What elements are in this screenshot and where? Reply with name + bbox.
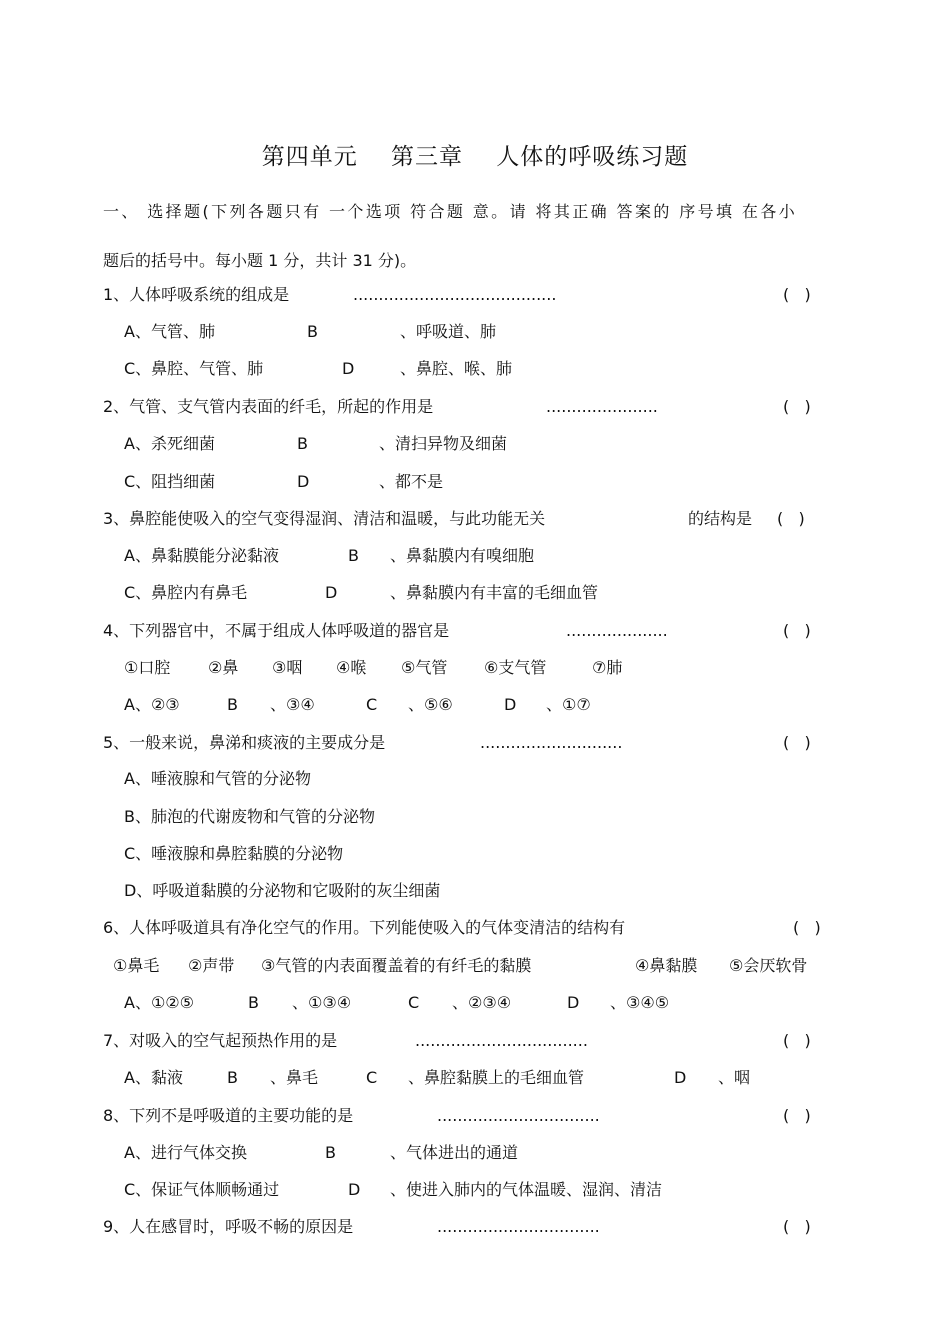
question-3 bbox=[103, 509, 823, 529]
option-a: A、气管、肺 bbox=[124, 322, 215, 341]
option-b-text: 、鼻毛 bbox=[270, 1068, 319, 1087]
item: ⑤气管 bbox=[401, 658, 448, 677]
option-b-letter: B bbox=[227, 695, 238, 714]
option-d-text: 、鼻黏膜内有丰富的毛细血管 bbox=[390, 583, 599, 602]
option-d-letter: D bbox=[674, 1068, 687, 1087]
option-d-text: 、鼻腔、喉、肺 bbox=[400, 359, 513, 378]
page-title: 第四单元 第三章 人体的呼吸练习题 bbox=[261, 144, 689, 170]
question-5 bbox=[103, 733, 823, 753]
question-5-option-a: A、唾液腺和气管的分泌物 bbox=[124, 769, 311, 788]
option-d-letter: D bbox=[297, 472, 310, 491]
question-text-continued: 的结构是 bbox=[688, 509, 753, 528]
answer-bracket: ( ) bbox=[783, 1106, 811, 1125]
question-7 bbox=[103, 1031, 823, 1051]
question-text: 2、气管、支气管内表面的纤毛，所起的作用是 bbox=[103, 397, 434, 416]
question-2 bbox=[103, 397, 823, 417]
item: ②声带 bbox=[188, 956, 235, 975]
option-d-text: 、使进入肺内的气体温暖、湿润、清洁 bbox=[390, 1180, 663, 1199]
answer-bracket: ( ) bbox=[783, 621, 811, 640]
question-dots: ................................ bbox=[437, 1217, 600, 1236]
question-text: 8、下列不是呼吸道的主要功能的是 bbox=[103, 1106, 354, 1125]
option-a: A、②③ bbox=[124, 695, 180, 714]
question-6 bbox=[103, 918, 833, 938]
option-d-text: 、①⑦ bbox=[546, 695, 591, 714]
item: ⑥支气管 bbox=[484, 658, 547, 677]
option-d-letter: D bbox=[325, 583, 338, 602]
item: ⑤会厌软骨 bbox=[729, 956, 808, 975]
option-d-letter: D bbox=[567, 993, 580, 1012]
item: ⑦肺 bbox=[592, 658, 623, 677]
question-5-option-d: D、呼吸道黏膜的分泌物和它吸附的灰尘细菌 bbox=[124, 881, 441, 900]
option-d-letter: D bbox=[504, 695, 517, 714]
question-text: 1、人体呼吸系统的组成是 bbox=[103, 285, 290, 304]
option-d-text: 、③④⑤ bbox=[610, 993, 670, 1012]
item: ③气管的内表面覆盖着的有纤毛的黏膜 bbox=[261, 956, 532, 975]
item: ④喉 bbox=[336, 658, 367, 677]
option-b-letter: B bbox=[325, 1143, 336, 1162]
option-a: A、进行气体交换 bbox=[124, 1143, 247, 1162]
question-text: 5、一般来说，鼻涕和痰液的主要成分是 bbox=[103, 733, 386, 752]
question-text: 7、对吸入的空气起预热作用的是 bbox=[103, 1031, 338, 1050]
option-b-text: 、气体进出的通道 bbox=[390, 1143, 519, 1162]
option-d-text: 、都不是 bbox=[379, 472, 444, 491]
question-text: 6、人体呼吸道具有净化空气的作用。下列能使吸入的气体变清洁的结构有 bbox=[103, 918, 626, 937]
answer-bracket: ( ) bbox=[783, 285, 811, 304]
option-b-letter: B bbox=[248, 993, 259, 1012]
option-b-letter: B bbox=[307, 322, 318, 341]
question-8 bbox=[103, 1106, 823, 1126]
option-d-text: 、咽 bbox=[718, 1068, 751, 1087]
instructions-line-1: 一、 选择题(下列各题只有 一个选项 符合题 意。请 将其正确 答案的 序号填 在各小 bbox=[103, 202, 798, 221]
option-c: C、阻挡细菌 bbox=[124, 472, 216, 491]
option-d-letter: D bbox=[348, 1180, 361, 1199]
question-dots: .................... bbox=[566, 621, 668, 640]
answer-bracket: ( ) bbox=[783, 1031, 811, 1050]
option-b-text: 、①③④ bbox=[292, 993, 352, 1012]
option-c: C、鼻腔内有鼻毛 bbox=[124, 583, 248, 602]
option-c-text: 、鼻腔黏膜上的毛细血管 bbox=[408, 1068, 585, 1087]
option-b-letter: B bbox=[227, 1068, 238, 1087]
option-a: A、杀死细菌 bbox=[124, 434, 215, 453]
option-a: A、黏液 bbox=[124, 1068, 183, 1087]
question-dots: .................................. bbox=[415, 1031, 588, 1050]
question-text: 4、下列器官中，不属于组成人体呼吸道的器官是 bbox=[103, 621, 450, 640]
item: ①口腔 bbox=[124, 658, 171, 677]
option-b-text: 、呼吸道、肺 bbox=[400, 322, 497, 341]
question-dots: ...................... bbox=[546, 397, 658, 416]
question-dots: ................................ bbox=[437, 1106, 600, 1125]
option-b-text: 、鼻黏膜内有嗅细胞 bbox=[390, 546, 535, 565]
answer-bracket: ( ) bbox=[777, 509, 805, 528]
option-b-letter: B bbox=[348, 546, 359, 565]
option-c-text: 、②③④ bbox=[452, 993, 512, 1012]
option-a: A、鼻黏膜能分泌黏液 bbox=[124, 546, 279, 565]
answer-bracket: ( ) bbox=[793, 918, 821, 937]
option-c-text: 、⑤⑥ bbox=[408, 695, 453, 714]
item: ④鼻黏膜 bbox=[635, 956, 698, 975]
item: ②鼻 bbox=[208, 658, 239, 677]
option-b-text: 、③④ bbox=[270, 695, 315, 714]
option-c-letter: C bbox=[366, 695, 378, 714]
question-4 bbox=[103, 621, 823, 641]
question-5-option-b: B、肺泡的代谢废物和气管的分泌物 bbox=[124, 807, 375, 826]
question-dots: ............................ bbox=[480, 733, 623, 752]
option-d-letter: D bbox=[342, 359, 355, 378]
option-b-text: 、清扫异物及细菌 bbox=[379, 434, 508, 453]
option-c: C、保证气体顺畅通过 bbox=[124, 1180, 280, 1199]
question-1 bbox=[103, 285, 823, 305]
answer-bracket: ( ) bbox=[783, 397, 811, 416]
question-text: 3、鼻腔能使吸入的空气变得湿润、清洁和温暖，与此功能无关 bbox=[103, 509, 546, 528]
question-dots: ........................................ bbox=[353, 285, 557, 304]
option-a: A、①②⑤ bbox=[124, 993, 194, 1012]
option-b-letter: B bbox=[297, 434, 308, 453]
option-c-letter: C bbox=[366, 1068, 378, 1087]
option-c-letter: C bbox=[408, 993, 420, 1012]
question-text: 9、人在感冒时，呼吸不畅的原因是 bbox=[103, 1217, 354, 1236]
answer-bracket: ( ) bbox=[783, 1217, 811, 1236]
item: ①鼻毛 bbox=[113, 956, 160, 975]
instructions-line-2: 题后的括号中。每小题 1 分，共计 31 分)。 bbox=[103, 251, 417, 270]
item: ③咽 bbox=[272, 658, 303, 677]
option-c: C、鼻腔、气管、肺 bbox=[124, 359, 264, 378]
answer-bracket: ( ) bbox=[783, 733, 811, 752]
question-5-option-c: C、唾液腺和鼻腔黏膜的分泌物 bbox=[124, 844, 344, 863]
question-9 bbox=[103, 1217, 823, 1237]
